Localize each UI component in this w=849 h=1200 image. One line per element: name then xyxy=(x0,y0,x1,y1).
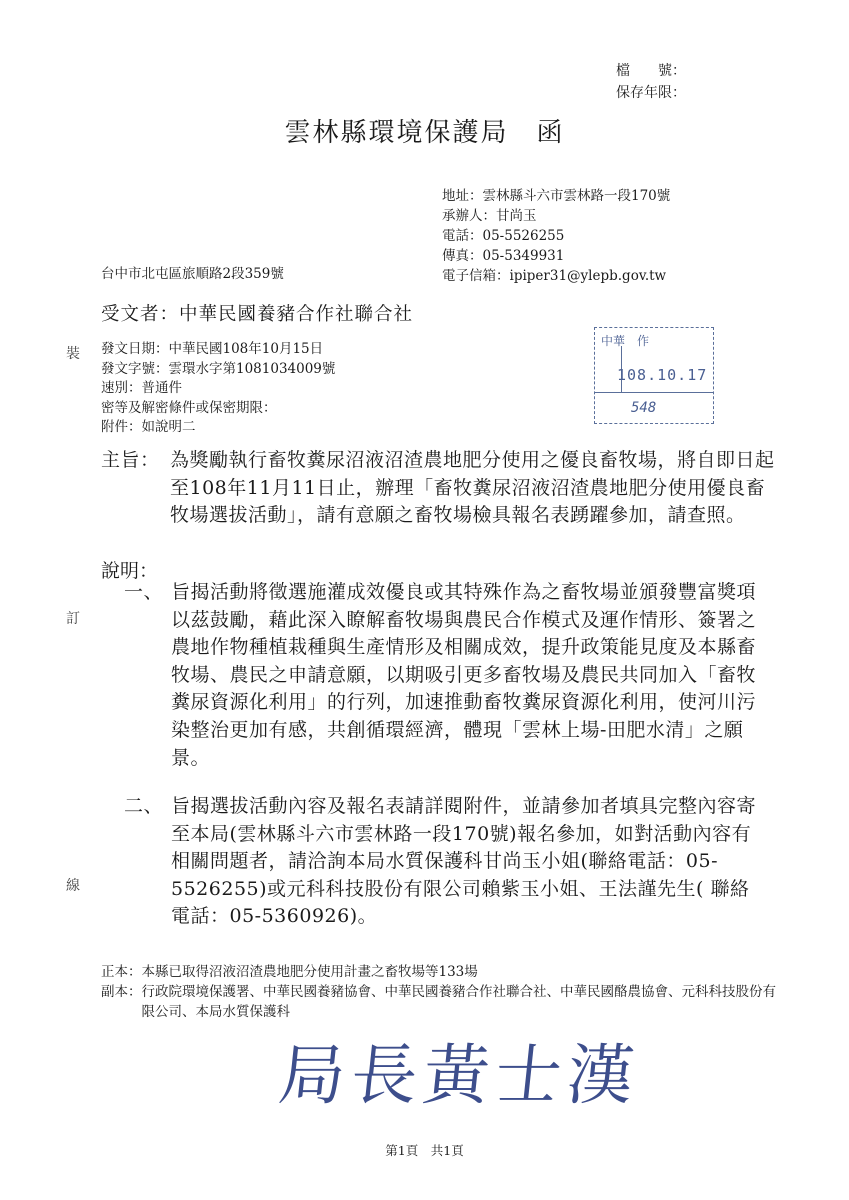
document-number: 發文字號：雲環水字第1081034009號 xyxy=(101,360,336,377)
delivery-speed: 速別：普通件 xyxy=(101,380,182,396)
stamp-date: 108.10.17 xyxy=(617,366,708,384)
original-label: 正本： xyxy=(101,964,142,980)
binding-mark-middle: 訂 xyxy=(66,611,80,627)
recipient-line: 受文者：中華民國養豬合作社聯合社 xyxy=(101,304,414,325)
original-recipients-row xyxy=(101,962,782,982)
binding-mark-top: 裝 xyxy=(66,346,80,362)
page-number: 第1頁 共1頁 xyxy=(385,1143,464,1158)
document-title: 雲林縣環境保護局 函 xyxy=(284,118,565,148)
stamp-org: 中華 作 xyxy=(601,334,650,348)
cc-recipients-row xyxy=(101,982,782,1022)
file-number-label: 檔 號： xyxy=(616,63,686,79)
item-number: 一、 xyxy=(124,581,164,603)
document-meta xyxy=(101,340,335,438)
phone-number: 電話：05-5526255 xyxy=(442,228,565,244)
secrecy-level: 密等及解密條件或保密期限： xyxy=(101,399,277,416)
attachment-note: 附件：如說明二 xyxy=(101,419,196,435)
explanation-item-2 xyxy=(124,793,764,931)
fax-number: 傳真：05-5349931 xyxy=(442,248,565,264)
explanation-label: 說明： xyxy=(101,560,159,582)
sender-address: 地址：雲林縣斗六市雲林路一段170號 xyxy=(442,188,671,204)
item-text: 旨揭活動將徵選施灌成效優良或其特殊作為之畜牧場並頒發豐富獎項以茲鼓勵，藉此深入瞭解畜牧場與農民合作模式及運作情形、簽署之農地作物種植栽種與生產情形及相關成效，提升政策能見度及本縣畜牧場、農民之申請意願，以期吸引更多畜牧場及農民共同加入「畜牧糞尿資源化利用」的行列，加速推動畜牧糞尿資源化利用，使河川污染整治更加有感，共創循環經濟，體現「雲林上場-田肥水清」之願景。 xyxy=(171,581,757,769)
cc-recipients: 行政院環境保護署、中華民國養豬協會、中華民國養豬合作社聯合社、中華民國酪農協會、元科科技股份有限公司、本局水質保護科 xyxy=(141,984,776,1020)
gist-label: 主旨： xyxy=(101,449,160,471)
issue-date: 發文日期：中華民國108年10月15日 xyxy=(101,341,324,357)
sender-contact-block xyxy=(442,186,670,286)
gist-section xyxy=(101,447,781,530)
original-recipients: 本縣已取得沼液沼渣農地肥分使用計畫之畜牧場等133場 xyxy=(141,964,478,980)
archive-block xyxy=(616,60,686,104)
stamp-divider xyxy=(595,392,713,393)
item-number: 二、 xyxy=(124,795,164,817)
recipient-address: 台中市北屯區旅順路2段359號 xyxy=(101,266,284,282)
director-signature-seal: 局長黃士漢 xyxy=(275,1037,644,1114)
retention-period-label: 保存年限： xyxy=(616,85,686,101)
binding-mark-bottom: 線 xyxy=(66,878,80,894)
cc-label: 副本： xyxy=(101,984,142,1000)
distribution-list xyxy=(101,962,782,1022)
explanation-item-1 xyxy=(124,579,764,772)
stamp-number: 548 xyxy=(631,400,657,416)
gist-text: 為獎勵執行畜牧糞尿沼液沼渣農地肥分使用之優良畜牧場，將自即日起至108年11月11日止，辦理「畜牧糞尿沼液沼渣農地肥分使用優良畜牧場選拔活動」，請有意願之畜牧場檢具報名表踴躍參加，請查照。 xyxy=(170,449,775,526)
handler-name: 承辦人：甘尚玉 xyxy=(442,208,537,224)
received-stamp xyxy=(594,327,714,424)
email-address: 電子信箱：ipiper31@ylepb.gov.tw xyxy=(442,268,667,284)
item-text: 旨揭選拔活動內容及報名表請詳閱附件，並請參加者填具完整內容寄至本局(雲林縣斗六市雲林路一段170號)報名參加，如對活動內容有相關問題者，請洽詢本局水質保護科甘尚玉小姐(聯絡電話：05-5526255)或元科科技股份有限公司賴紫玉小姐、王法謹先生( 聯絡電話：05-5360926)。 xyxy=(171,795,757,928)
